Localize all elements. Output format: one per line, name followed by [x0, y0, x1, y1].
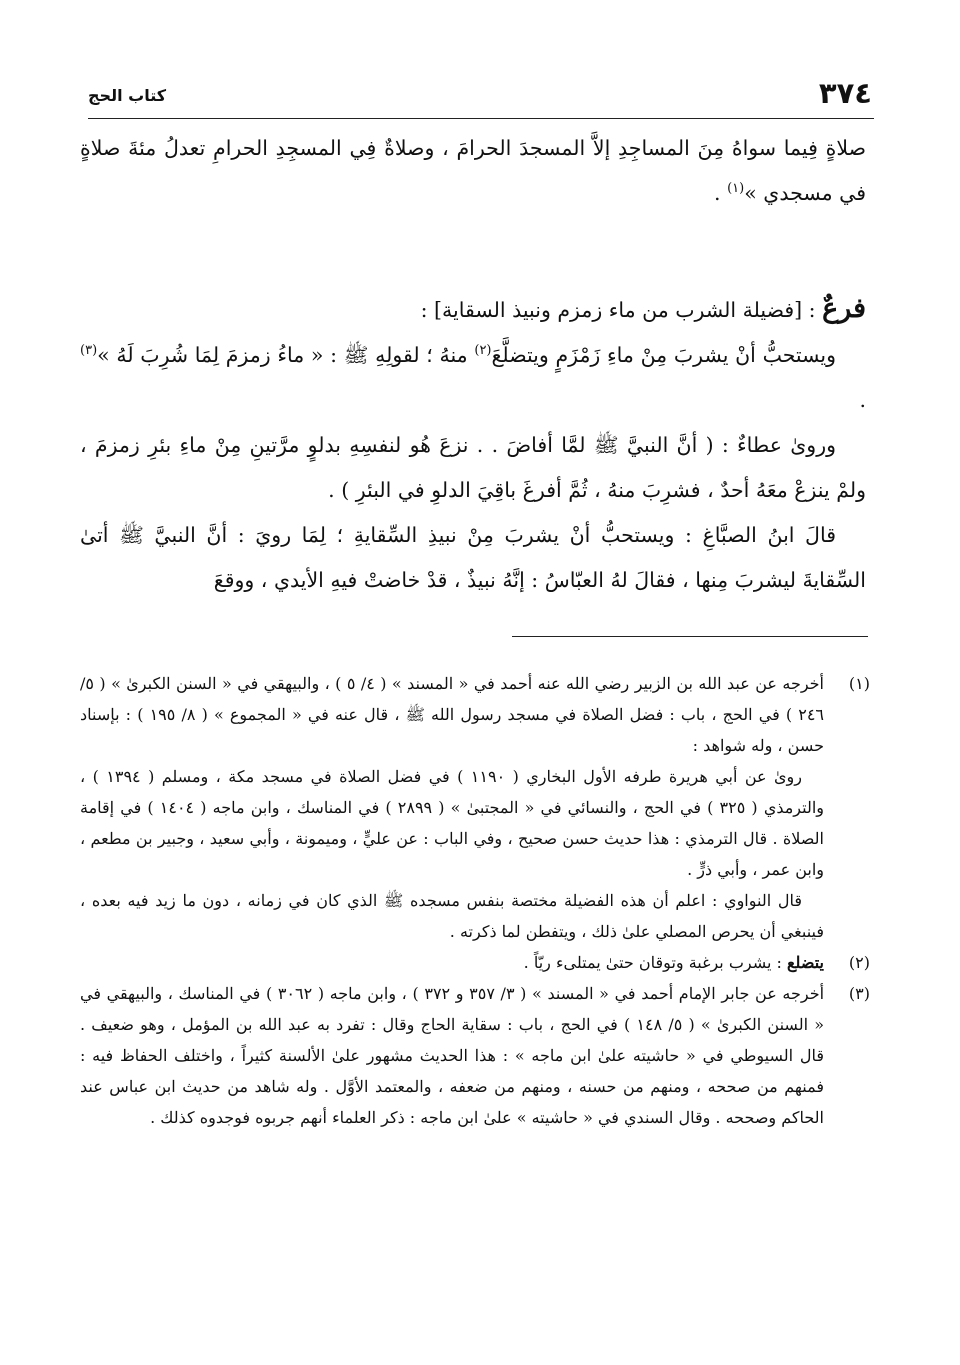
paragraph-2-text-b: منهُ ؛ لقولِهِ ﷺ : « ماءُ زمزمَ لِمَا شُرِبَ لَهُ »	[97, 343, 475, 367]
section-title: : [فضيلة الشرب من ماء زمزم ونبيذ السقاية] :	[420, 298, 823, 322]
footnote-3	[80, 978, 870, 1133]
footnote-1	[80, 668, 870, 947]
paragraph-1-text: صلاةٍ فِيما سواهُ مِنَ المساجِدِ إلاَّ المسجدَ الحرامَ ، وصلاةٌ فِي المسجِدِ الحرامِ تعدلُ مئةَ صلاةٍ في مسجدي »	[80, 136, 866, 205]
footnote-2-definition: : يشرب برغبة وتوقان حتىٰ يمتلىء ريّاً .	[523, 953, 788, 972]
footnote-number: (٣)	[848, 984, 870, 1003]
paragraph-3: وروىٰ عطاءٌ : ( أنَّ النبيَّ ﷺ لمَّا أفاضَ . . نزعَ هُو لنفسِهِ بدلوٍ مرَّتينِ مِنْ ماءِ بئرِ زمزمَ ، ولمْ ينزعْ معَهُ أحدٌ ، فشرِبَ منهُ ، ثُمَّ أفرغَ باقِيَ الدلوِ في البئرِ ) .	[80, 433, 866, 502]
footnote-2-text	[80, 947, 824, 978]
footnotes	[80, 668, 870, 1133]
footnote-separator	[512, 636, 868, 637]
paragraph-1-end: .	[714, 181, 728, 205]
footnote-ref-1: (١)	[727, 181, 745, 197]
paragraph-2-text-a: ويستحبُّ أنْ يشربَ مِنْ ماءِ زَمْزَمٍ ويتضلَّعَ	[491, 343, 837, 367]
footnote-ref-3: (٣)	[80, 343, 98, 359]
footnote-number: (٢)	[848, 953, 870, 972]
section-gap	[80, 216, 866, 286]
main-text	[80, 126, 866, 603]
page-number: ٣٧٤	[818, 76, 872, 110]
section-label: فرعٌ	[822, 293, 866, 324]
footnote-1-text: قال النواوي : اعلم أن هذه الفضيلة مختصة بنفس مسجده ﷺ الذي كان في زمانه ، دون ما زيد فيه بعده ، فينبغي أن يحرص المصلي علىٰ ذلك ، ويتفطن لما ذكرته .	[80, 891, 824, 941]
footnote-2	[80, 947, 870, 978]
paragraph-1	[80, 126, 866, 216]
paragraph-2-end: .	[859, 388, 866, 412]
running-title: كتاب الحج	[88, 86, 167, 105]
footnote-1-text: أخرجه عن عبد الله بن الزبير رضي الله عنه أحمد في « المسند » ( ٤/ ٥ ) ، والبيهقي في « السنن الكبرىٰ » ( ٥/ ٢٤٦ ) في الحج ، باب : فضل الصلاة في مسجد رسول الله ﷺ ، قال عنه في « المجموع » ( ٨/ ١٩٥ ) : بإسناد حسن ، وله شواهد :	[80, 674, 825, 755]
footnote-3-text: أخرجه عن جابر الإمام أحمد في « المسند » ( ٣/ ٣٥٧ و ٣٧٢ ) ، وابن ماجه ( ٣٠٦٢ ) في المناسك ، والبيهقي في « السنن الكبرىٰ » ( ٥/ ١٤٨ ) في الحج ، باب : سقاية الحاج وقال : تفرد به عبد الله بن المؤمل ، وهو ضعيف . قال السيوطي في « حاشيته علىٰ ابن ماجه » : هذا الحديث مشهور علىٰ الألسنة كثيراً ، واختلف الحفاظ فيه : فمنهم من صححه ، ومنهم من حسنه ، ومنهم من ضعفه ، والمعتمد الأوَّل . وله شاهد من حديث ابن عباس عند الحاكم وصححه . وقال السندي في « حاشيته » علىٰ ابن ماجه : ذكر العلماء أنهم جربوه فوجدوه كذلك .	[80, 984, 825, 1127]
footnote-2-term: يتضلع	[787, 953, 824, 972]
footnote-1-text: رویٰ عن أبي هريرة طرفه الأول البخاري ( ١١٩٠ ) في فضل الصلاة في مسجد مكة ، ومسلم ( ١٣٩٤ ) ، والترمذي ( ٣٢٥ ) في الحج ، والنسائي في « المجتبیٰ » ( ٢٨٩٩ ) في المناسك ، وابن ماجه ( ١٤٠٤ ) في إقامة الصلاة . قال الترمذي : هذا حديث حسن صحيح ، وفي الباب : عن عليٍّ ، وميمونة ، وأبي سعيد ، وجبير بن مطعم ، وابن عمر ، وأبي ذرٍّ .	[80, 767, 825, 879]
paragraph-2	[80, 333, 866, 423]
footnote-number: (١)	[848, 674, 870, 693]
section-heading	[80, 286, 866, 333]
paragraph-4: قالَ ابنُ الصبَّاغِ : ويستحبُّ أنْ يشربَ مِنْ نبيذِ السِّقايةِ ؛ لِمَا رويَ : أنَّ النبيَّ ﷺ أتىٰ السِّقايةَ ليشربَ مِنها ، فقالَ لهُ العبّاسُ : إنَّهُ نبيذٌ ، قدْ خاضتْ فيهِ الأيدي ، ووقعَ	[80, 523, 866, 592]
footnote-ref-2: (٢)	[474, 343, 492, 359]
page-header	[88, 74, 874, 119]
